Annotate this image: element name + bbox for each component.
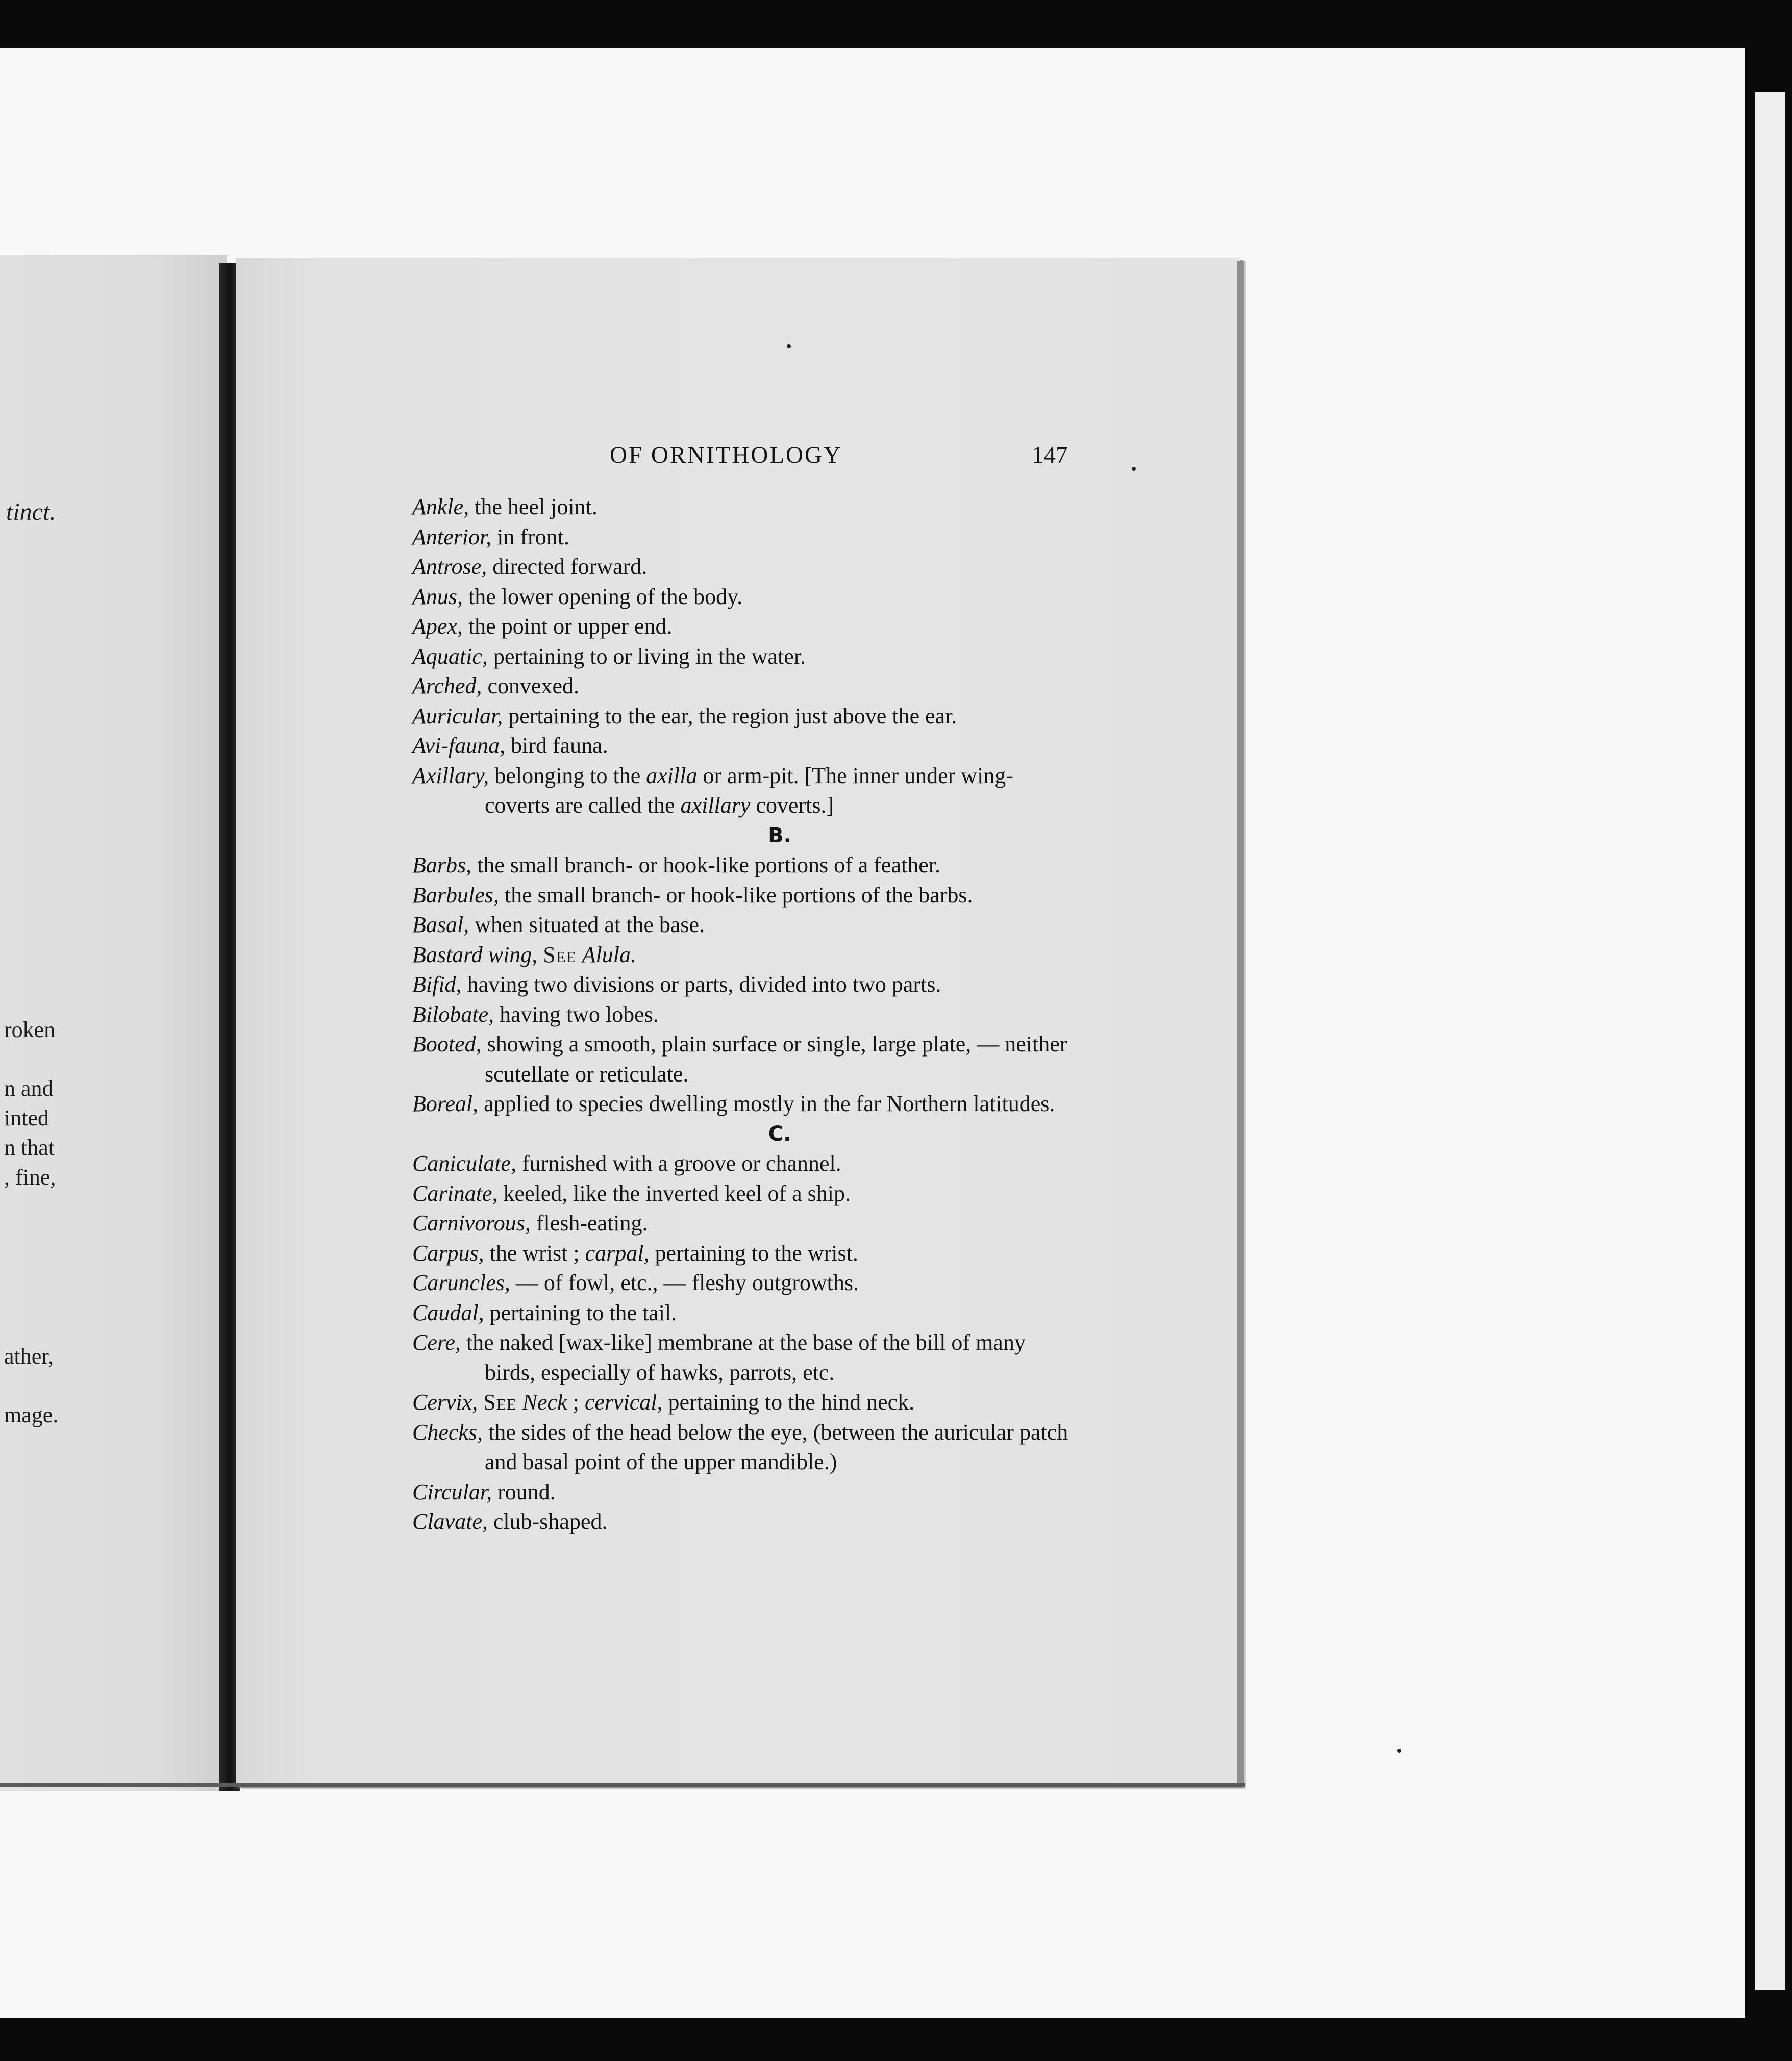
entry-definition: pertaining to the tail.: [484, 1300, 677, 1325]
entry-definition: furnished with a groove or channel.: [516, 1151, 841, 1176]
glossary-entry: [412, 492, 1071, 522]
glossary-entry: [412, 1089, 1071, 1119]
film-edge-light: [1755, 92, 1785, 1990]
entry-definition: keeled, like the inverted keel of a ship.: [497, 1180, 851, 1206]
glossary-entry: [412, 731, 1071, 761]
entry-term: Carnivorous,: [412, 1211, 531, 1236]
entry-term: Caniculate,: [412, 1151, 517, 1176]
glossary-entry: [412, 910, 1071, 940]
page-edge: [1237, 261, 1244, 1786]
page-number: 147: [1032, 442, 1068, 468]
left-page-fragment: tinct.: [6, 498, 56, 525]
glossary-entry: [412, 612, 1071, 642]
entry-definition: round.: [492, 1479, 556, 1504]
glossary-entry: [412, 701, 1071, 732]
entry-term: Barbules,: [412, 882, 499, 908]
left-page-fragment: ather,: [4, 1344, 54, 1369]
glossary-entry: [412, 522, 1071, 552]
entry-term: Anus,: [412, 584, 463, 609]
entry-definition: having two divisions or parts, divided into two parts.: [461, 972, 941, 997]
entry-definition: the sides of the head below the eye, (between the auricular patch and basal point of the upper mandible.): [483, 1419, 1068, 1474]
running-header: OF ORNITHOLOGY: [610, 442, 842, 468]
entry-definition: bird fauna.: [505, 733, 608, 758]
entry-definition: the naked [wax-like] membrane at the base of the bill of many birds, especially of hawks, parrots, etc.: [460, 1330, 1026, 1385]
glossary-entry: [412, 1149, 1071, 1179]
glossary-entry: [412, 881, 1071, 911]
entry-definition: belonging to the: [489, 763, 646, 788]
entry-definition: the small branch- or hook-like portions of a feather.: [471, 852, 940, 877]
entry-definition: the lower opening of the body.: [463, 584, 743, 609]
entry-definition: the heel joint.: [469, 494, 598, 519]
entry-definition: the point or upper end.: [462, 614, 673, 639]
entry-term: Carpus,: [412, 1240, 484, 1266]
glossary-entry: [412, 671, 1071, 701]
entry-definition: convexed.: [482, 673, 580, 698]
glossary-entry: [412, 1268, 1071, 1298]
entry-term: Anterior,: [412, 524, 492, 549]
entry-definition: directed forward.: [487, 554, 648, 579]
glossary-entry: [412, 642, 1071, 672]
glossary-entry: [412, 761, 1071, 821]
entry-term: Bilobate,: [412, 1001, 494, 1027]
scan-speck: [1397, 1749, 1401, 1753]
section-heading-c: C.: [768, 1122, 791, 1146]
entry-emphasis: axilla: [646, 763, 698, 788]
entry-definition: when situated at the base.: [469, 912, 705, 937]
glossary-entry: [412, 1388, 1071, 1418]
glossary-entry: [412, 1328, 1071, 1388]
entry-term: Cere,: [412, 1330, 461, 1355]
glossary-entry: [412, 1298, 1071, 1328]
entry-definition: ;: [567, 1390, 585, 1415]
glossary-entry: [412, 1477, 1071, 1507]
left-page-fragment: mage.: [4, 1402, 59, 1427]
entry-term: Antrose,: [412, 554, 487, 579]
glossary-entry: [412, 970, 1071, 1000]
glossary-entry: [412, 1029, 1071, 1089]
entry-term: Bifid,: [412, 972, 462, 997]
entry-term: Caudal,: [412, 1300, 484, 1325]
entry-emphasis: Neck: [522, 1390, 567, 1415]
entry-definition: the wrist ;: [484, 1240, 585, 1266]
left-page-fragment: , fine,: [4, 1165, 56, 1190]
entry-definition: pertaining to the hind neck.: [662, 1390, 915, 1415]
left-page-fragment: n that: [4, 1135, 55, 1160]
left-page-fragment: inted: [4, 1105, 49, 1130]
glossary-list: [412, 492, 1071, 1537]
glossary-entry: [412, 1209, 1071, 1239]
scan-speck: [787, 344, 791, 348]
entry-term: Caruncles,: [412, 1270, 510, 1295]
entry-emphasis: axillary: [680, 793, 751, 818]
film-bottom-border: [0, 2018, 1792, 2061]
glossary-entry: [412, 552, 1071, 582]
entry-emphasis: carpal,: [585, 1240, 650, 1266]
entry-term: Auricular,: [412, 703, 503, 728]
entry-definition: pertaining to the wrist.: [649, 1240, 858, 1266]
entry-definition: having two lobes.: [494, 1001, 659, 1027]
left-page-fragment: n and: [4, 1076, 54, 1101]
entry-term: Circular,: [412, 1479, 492, 1504]
glossary-entry: [412, 582, 1071, 612]
section-heading-b: B.: [768, 823, 791, 847]
entry-term: Avi-fauna,: [412, 733, 506, 758]
entry-term: Cervix,: [412, 1390, 478, 1415]
entry-emphasis: Alula.: [582, 942, 636, 967]
entry-definition: pertaining to the ear, the region just above the ear.: [503, 703, 957, 728]
glossary-entry: [412, 940, 1071, 970]
entry-term: Checks,: [412, 1419, 483, 1445]
glossary-entry: [412, 1507, 1071, 1537]
glossary-entry: [412, 1418, 1071, 1477]
entry-definition: the small branch- or hook-like portions of the barbs.: [499, 882, 973, 908]
entry-term: Barbs,: [412, 852, 472, 877]
entry-definition: flesh-eating.: [530, 1211, 648, 1236]
entry-definition: in front.: [491, 524, 569, 549]
entry-term: Carinate,: [412, 1180, 498, 1206]
entry-definition: — of fowl, etc., — fleshy outgrowths.: [510, 1270, 859, 1295]
scan-speck: [1132, 467, 1136, 471]
entry-term: Basal,: [412, 912, 469, 937]
glossary-entry: [412, 1000, 1071, 1030]
entry-term: Axillary,: [412, 763, 489, 788]
entry-term: Clavate,: [412, 1509, 488, 1534]
entry-term: Bastard wing,: [412, 942, 538, 967]
entry-see: See: [483, 1390, 517, 1415]
entry-term: Boreal,: [412, 1091, 479, 1116]
entry-definition: coverts.]: [750, 793, 834, 818]
left-page-fragment: roken: [4, 1017, 56, 1042]
entry-emphasis: cervical,: [584, 1390, 663, 1415]
glossary-entry: [412, 1239, 1071, 1269]
entry-definition: or arm-pit. [The inner under wing-coverts are called the: [485, 763, 1013, 818]
glossary-entry: [412, 1179, 1071, 1209]
glossary-entry: [412, 850, 1071, 881]
page-bottom-edge: [0, 1783, 1245, 1787]
entry-definition: showing a smooth, plain surface or single, large plate, — neither scutellate or reticulate.: [481, 1032, 1067, 1087]
entry-term: Apex,: [412, 614, 463, 639]
entry-term: Aquatic,: [412, 643, 488, 669]
entry-definition: applied to species dwelling mostly in the far Northern latitudes.: [478, 1091, 1055, 1116]
entry-definition: pertaining to or living in the water.: [487, 643, 806, 669]
entry-see: See: [543, 942, 577, 967]
entry-term: Arched,: [412, 673, 482, 698]
entry-definition: club-shaped.: [487, 1509, 608, 1534]
entry-term: Ankle,: [412, 494, 469, 519]
entry-term: Booted,: [412, 1032, 482, 1057]
